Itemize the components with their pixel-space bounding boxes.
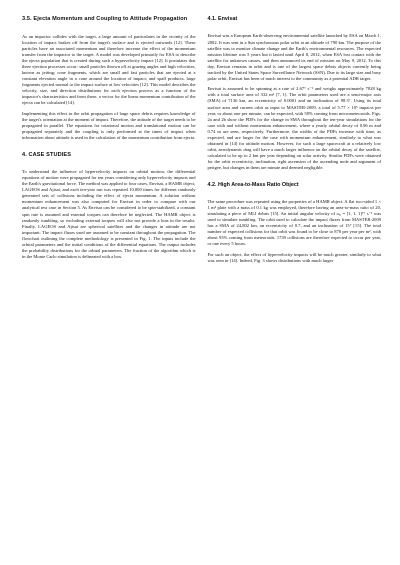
section-4-2-paragraph-1: The same procedure was repeated using the properties of a HAMR object. A flat two-sided 1 × 1 m² plate with a mass of 0.1 kg was employed, therefore having an area-to-mass ratio of 20, simulating a piece of MLI debris [15]. An initial angular velocity of ω₀ = [1, 1, 1]ᵀ° s⁻¹ was used to simulate tumbling. The orbit used to calculate the impact fluxes from MASTER-2009 has a SMA of 24,802 km, an eccentricity of 0.7, and an inclination of 15° [15]. The total number of expected collisions for that orbit was found to be close to 870 per year per m², with about 93% coming from meteoroids. 1739 collisions are therefore expected to occur per year, or one every 5 hours. xyxy=(207,199,381,247)
section-4-heading: 4. CASE STUDIES xyxy=(22,151,72,158)
left-column xyxy=(22,16,196,555)
section-4-2-heading: 4.2. High Area-to-Mass Ratio Object xyxy=(207,181,299,188)
section-4-2-paragraph-2: For such an object, the effect of hypervelocity impacts will be much greater, similarly to what was seen in [14]. Indeed, Fig. 3 shows distributions with much larger xyxy=(207,251,381,263)
section-4-1-paragraph-1: Envisat was a European Earth-observing environmental satellite launched by ESA on March 1, 2002. It was sent in a Sun synchronous polar orbit at an altitude of 790 km. The purpose of the satellite was to monitor climate change and the Earth's environmental resources. The expected mission lifetime was 5 years but it lasted until April 8, 2012, when ESA lost contact with the satellite for unknown causes, and then announced its end of mission on May 9, 2012. To this day, Envisat remains in orbit and is one of the largest space debris objects currently being tracked by the United States Space Surveillance Network (SSN). Due to its large size and busy polar orbit, Envisat has been of much interest to the community as a potential ADR target. xyxy=(207,33,381,81)
section-4-1-heading: 4.1. Envisat xyxy=(207,16,238,22)
section-3-5-paragraph-2: Implementing this effect in the orbit propagation of large space debris requires knowledge of the target's orientation at the moment of impact. Therefore, the attitude of the target needs to be propagated in parallel. The equations for rotational motion and translational motion can be propagated separately and the coupling is only performed at the times of impact when information about attitude is used in the calculation of the momentum contribution from ejecta. xyxy=(22,110,196,140)
right-column xyxy=(208,16,382,555)
section-3-5-heading: 3.5. Ejecta Momentum and Coupling to Attitude Propagation xyxy=(22,16,188,22)
section-3-5-paragraph-1: As an impactor collides with the target, a large amount of particulates in the vicinity of the location of impact brakes off from the target's surface and is ejected outwards [12]. These particles have an associated momentum and therefore increase the effect of the momentum transfer from the impactor to the target. A model was developed primarily for ESA to describe the ejecta population that is created during such a hypervelocity impact [12]. It postulates that three ejection processes occur: small particles thrown off at grazing angles and high velocities, known as jetting; cone fragments, which are small and fast particles that are ejected at a constant elevation angle in a cone around the location of impact; and spall products, large fragments ejected normal to the impact surface at low velocities [12]. This model describes the velocity, size, and direction distributions for each ejection process as a function of the impactor's characteristics and from these, a vector for the linear momentum contribution of the ejecta can be calculated [14]. xyxy=(22,33,196,106)
section-4-1-paragraph-2: Envisat is assumed to be spinning at a rate of 2.67° s⁻¹ and weighs approximately 7828 kg with a total surface area of 332 m² [7, 1]. The orbit parameters used are a semi-major axis (SMA) of 7136 km, an eccentricity of 0.0001 and an inclination of 98.3°. Using its total surface area and current orbit as input to MASTER-2009, a total of 5.77 × 10⁵ impacts per year, or about one per minute, can be expected, with 58% coming from micrometeoroids. Figs. 2a and 2b show the PDFs for the change in SMA throughout the ten-year simulations for the case with and without momentum enhancement, where a yearly orbital decay of 0.96 m and 0.74 m are seen, respectively. Furthermore, the widths of the PDFs increase with time, as expected, and are larger for the case with momentum enhancement, similarly to what was obtained in [14] for attitude motion. However, for such a large spacecraft at a relatively low orbit, aerodynamic drag will have a much larger influence on the orbital decay of the satellite, calculated to be up to 2 km per year depending on solar activity. Similar PDFs were obtained for the orbit eccentricity, inclination, right ascension of the ascending node and argument of perigee, but changes in them are minute and deemed negligible. xyxy=(207,86,381,170)
section-4-paragraph-1: To understand the influence of hypervelocity impacts on orbital motion, the differential equations of motion were propagated for ten years considering only hypervelocity impacts and the Earth's gravitational force. The method was applied to four cases, Envisat, a HAMR object, LAGEOS and Ajisai, and each ten-year run was repeated 10,000 times for different randomly generated sets of collisions including the effect of ejecta momentum. A solution without momentum enhancement was also computed for Envisat in order to compare with our analytical test case in Section 5. As Envisat can be considered to be spin-stabilized, a constant spin rate is assumed and external torques can therefore be neglected. The HAMR object is randomly tumbling, so excluding external torques will also not provide a bias in the results. Finally, LAGEOS and Ajisai are spherical satellites and the changes in attitude are not important. The impact fluxes used are assumed to be constant throughout the propagation. The flowchart outlining the complete methodology is presented in Fig. 1. The inputs include the orbital parameters and the initial conditions of the differential equations. The output includes the probability distributions for the orbital parameters. The fraction of the algorithm which is in the Monte Carlo simulation is delineated with a box. xyxy=(22,169,196,259)
